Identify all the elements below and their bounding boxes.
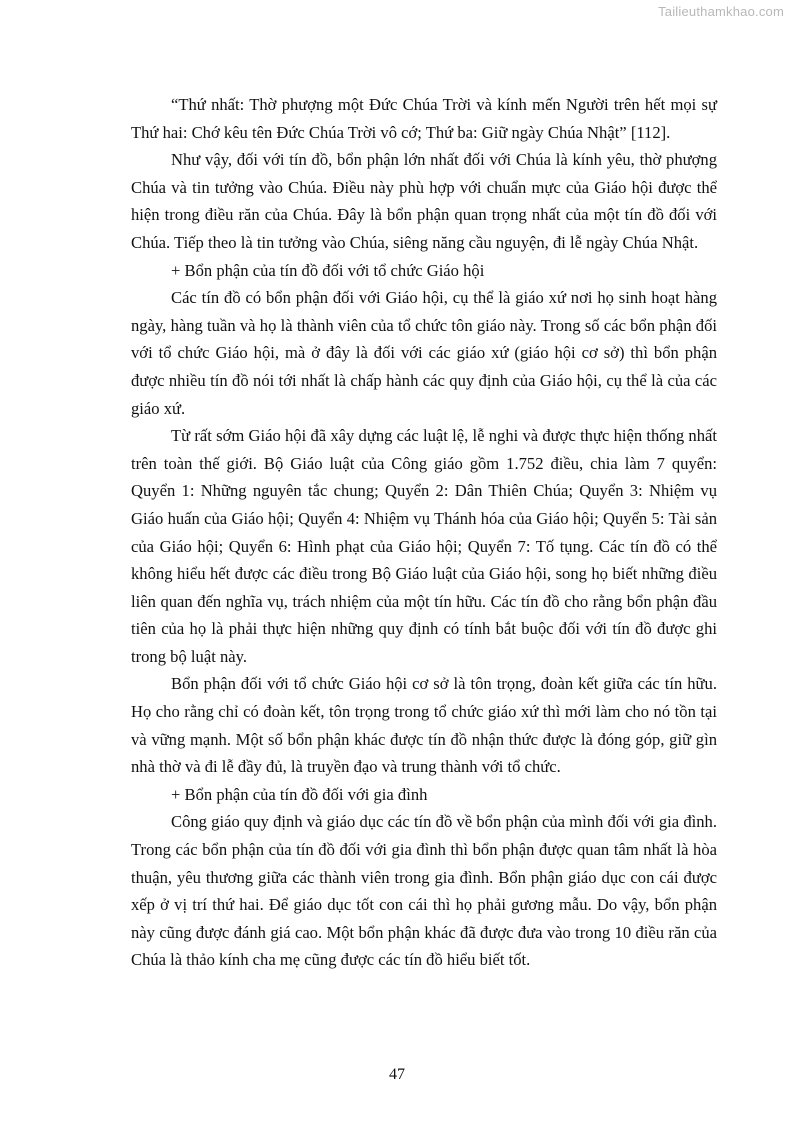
document-body (131, 91, 717, 974)
paragraph-duty-to-god: Như vậy, đối với tín đồ, bổn phận lớn nhất đối với Chúa là kính yêu, thờ phượng Chúa và tin tưởng vào Chúa. Điều này phù hợp với chuẩn mực của Giáo hội được thể hiện trong điều răn của Chúa. Đây là bổn phận quan trọng nhất của một tín đồ đối với Chúa. Tiếp theo là tin tưởng vào Chúa, siêng năng cầu nguyện, đi lễ ngày Chúa Nhật. (131, 150, 717, 252)
page-number: 47 (389, 1066, 405, 1083)
paragraph-parish-duties: Bổn phận đối với tổ chức Giáo hội cơ sở là tôn trọng, đoàn kết giữa các tín hữu. Họ cho rằng chỉ có đoàn kết, tôn trọng trong tổ chức giáo xứ thì mới làm cho nó tồn tại và vững mạnh. Một số bổn phận khác được tín đồ nhận thức được là đóng góp, giữ gìn nhà thờ và đi lễ đầy đủ, là truyền đạo và trung thành với tổ chức. (131, 674, 717, 777)
paragraph-church-duties: Các tín đồ có bổn phận đối với Giáo hội, cụ thể là giáo xứ nơi họ sinh hoạt hàng ngày, hàng tuần và họ là thành viên của tổ chức tôn giáo này. Trong số các bổn phận đối với tổ chức Giáo hội, mà ở đây là đối với các giáo xứ (giáo hội cơ sở) thì bổn phận được nhiều tín đồ nói tới nhất là chấp hành các quy định của Giáo hội, cụ thể là của các giáo xứ. (131, 288, 717, 418)
paragraph-canon-law: Từ rất sớm Giáo hội đã xây dựng các luật lệ, lễ nghi và được thực hiện thống nhất trên toàn thế giới. Bộ Giáo luật của Công giáo gồm 1.752 điều, chia làm 7 quyển: Quyển 1: Những nguyên tắc chung; Quyển 2: Dân Thiên Chúa; Quyển 3: Nhiệm vụ Giáo huấn của Giáo hội; Quyển 4: Nhiệm vụ Thánh hóa của Giáo hội; Quyển 5: Tài sản của Giáo hội; Quyển 6: Hình phạt của Giáo hội; Quyển 7: Tố tụng. Các tín đồ có thể không hiểu hết được các điều trong Bộ Giáo luật của Giáo hội, song họ biết những điều liên quan đến nghĩa vụ, trách nhiệm của một tín hữu. Các tín đồ cho rằng bổn phận đầu tiên của họ là phải thực hiện những quy định có tính bắt buộc đối với tín đồ được ghi trong bộ luật này. (131, 426, 717, 666)
section-heading-family: + Bổn phận của tín đồ đối với gia đình (171, 784, 428, 804)
section-heading-church: + Bổn phận của tín đồ đối với tổ chức Giáo hội (171, 260, 485, 280)
paragraph-quote: “Thứ nhất: Thờ phượng một Đức Chúa Trời và kính mến Người trên hết mọi sự Thứ hai: Chớ kêu tên Đức Chúa Trời vô cớ; Thứ ba: Giữ ngày Chúa Nhật” [112]. (131, 95, 717, 142)
watermark-text: Tailieuthamkhao.com (658, 4, 784, 19)
paragraph-family-duties: Công giáo quy định và giáo dục các tín đồ về bổn phận của mình đối với gia đình. Trong các bổn phận của tín đồ đối với gia đình thì bổn phận được quan tâm nhất là hòa thuận, yêu thương giữa các thành viên trong gia đình. Bổn phận giáo dục con cái được xếp ở vị trí thứ hai. Để giáo dục tốt con cái thì họ phải gương mẫu. Do vậy, bổn phận này cũng được đánh giá cao. Một bổn phận khác đã được đưa vào trong 10 điều răn của Chúa là thảo kính cha mẹ cũng được các tín đồ hiểu biết tốt. (131, 812, 717, 970)
